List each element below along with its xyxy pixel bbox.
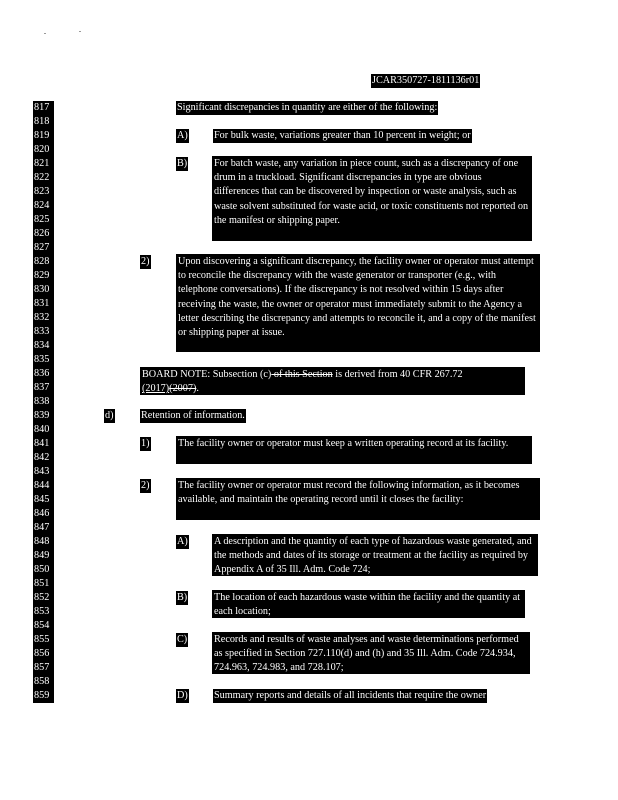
item-d2d-marker: D) bbox=[177, 690, 188, 701]
item-a-text: For bulk waste, variations greater than 10 percent in weight; or bbox=[214, 130, 471, 141]
line-number: 826 bbox=[33, 227, 54, 241]
line-number: 838 bbox=[33, 395, 54, 409]
item-d2b-text: The location of each hazardous waste within the facility and the quantity at each location; bbox=[212, 590, 525, 618]
line-number: 823 bbox=[33, 185, 54, 199]
board-note-struck: of this Section bbox=[271, 369, 333, 380]
line-number: 847 bbox=[33, 521, 54, 535]
line-number: 831 bbox=[33, 297, 54, 311]
item-d2c-marker: C) bbox=[177, 634, 188, 645]
line-number: 818 bbox=[33, 115, 54, 129]
line-number: 859 bbox=[33, 689, 54, 703]
line-number: 834 bbox=[33, 339, 54, 353]
line-number: 825 bbox=[33, 213, 54, 227]
item-a-marker: A) bbox=[177, 130, 188, 141]
item-d2-marker: 2) bbox=[141, 480, 150, 491]
scan-speck bbox=[79, 31, 81, 32]
line-number: 855 bbox=[33, 633, 54, 647]
board-note-end: . bbox=[196, 383, 199, 395]
board-note-lead: BOARD NOTE: Subsection (c) bbox=[142, 369, 272, 380]
item-b-text: For batch waste, any variation in piece count, such as a discrepancy of one drum in a truckload. Significant discrepancies in type are obvious differences that can be discovered by inspection or waste analysis, such as waste solvent substituted for waste acid, or toxic constituents not reported on the manifest or shipping paper. bbox=[212, 156, 532, 241]
item-d-marker: d) bbox=[105, 410, 114, 421]
line-number: 845 bbox=[33, 493, 54, 507]
item-d2-text: The facility owner or operator must record the following information, as it becomes available, and maintain the operating record until it closes the facility: bbox=[176, 478, 540, 520]
line-number: 854 bbox=[33, 619, 54, 633]
item-b-marker: B) bbox=[177, 158, 188, 169]
item-d1-text: The facility owner or operator must keep a written operating record at its facility. bbox=[176, 436, 532, 464]
item-d2d-text: Summary reports and details of all incidents that require the owner bbox=[214, 690, 487, 701]
board-note-mid: is derived from 40 CFR 267.72 bbox=[332, 369, 463, 380]
line-number: 851 bbox=[33, 577, 54, 591]
line-number: 849 bbox=[33, 549, 54, 563]
line-number: 824 bbox=[33, 199, 54, 213]
line-number: 837 bbox=[33, 381, 54, 395]
line-number: 829 bbox=[33, 269, 54, 283]
document-id: JCAR350727-1811136r01 bbox=[372, 75, 480, 86]
line-number: 846 bbox=[33, 507, 54, 521]
line-number: 835 bbox=[33, 353, 54, 367]
item-d2b-marker: B) bbox=[177, 592, 188, 603]
item-d1-marker: 1) bbox=[141, 438, 150, 449]
line-number: 841 bbox=[33, 437, 54, 451]
line-number: 856 bbox=[33, 647, 54, 661]
line-number: 821 bbox=[33, 157, 54, 171]
line-number: 820 bbox=[33, 143, 54, 157]
item-d2a-marker: A) bbox=[177, 536, 188, 547]
line-number: 836 bbox=[33, 367, 54, 381]
line-number: 858 bbox=[33, 675, 54, 689]
line-number: 827 bbox=[33, 241, 54, 255]
line-number: 822 bbox=[33, 171, 54, 185]
line-number: 850 bbox=[33, 563, 54, 577]
board-note-old-year: (2007) bbox=[169, 383, 197, 395]
item-d2a-text: A description and the quantity of each type of hazardous waste generated, and the methods and dates of its storage or treatment at the facility as required by Appendix A of 35 Ill. Adm. Code 724; bbox=[212, 534, 538, 576]
intro-sentence: Significant discrepancies in quantity are either of the following: bbox=[177, 102, 438, 113]
line-number: 840 bbox=[33, 423, 54, 437]
line-number: 852 bbox=[33, 591, 54, 605]
item-d-text: Retention of information. bbox=[141, 410, 245, 421]
item-d2c-text: Records and results of waste analyses and waste determinations performed as specified in Section 727.110(d) and (h) and 35 Ill. Adm. Code 724.934, 724.963, 724.983, and 728.107; bbox=[212, 632, 530, 674]
line-number: 828 bbox=[33, 255, 54, 269]
line-number: 843 bbox=[33, 465, 54, 479]
line-number: 817 bbox=[33, 101, 54, 115]
line-number: 844 bbox=[33, 479, 54, 493]
line-number: 853 bbox=[33, 605, 54, 619]
line-number: 819 bbox=[33, 129, 54, 143]
item-2-marker: 2) bbox=[141, 256, 150, 267]
line-number: 848 bbox=[33, 535, 54, 549]
line-number: 839 bbox=[33, 409, 54, 423]
line-number: 830 bbox=[33, 283, 54, 297]
board-note-new-year: (2017) bbox=[142, 383, 170, 395]
board-note bbox=[140, 367, 525, 395]
line-number: 833 bbox=[33, 325, 54, 339]
line-number: 842 bbox=[33, 451, 54, 465]
line-number: 832 bbox=[33, 311, 54, 325]
scan-speck bbox=[44, 33, 46, 34]
line-number: 857 bbox=[33, 661, 54, 675]
item-2-text: Upon discovering a significant discrepancy, the facility owner or operator must attempt to reconcile the discrepancy with the waste generator or transporter (e.g., with telephone conversations). If the discrepancy is not resolved within 15 days after receiving the waste, the owner or operator must immediately submit to the Agency a letter describing the discrepancy and attempts to reconcile it, and a copy of the manifest or shipping paper at issue. bbox=[176, 254, 540, 352]
